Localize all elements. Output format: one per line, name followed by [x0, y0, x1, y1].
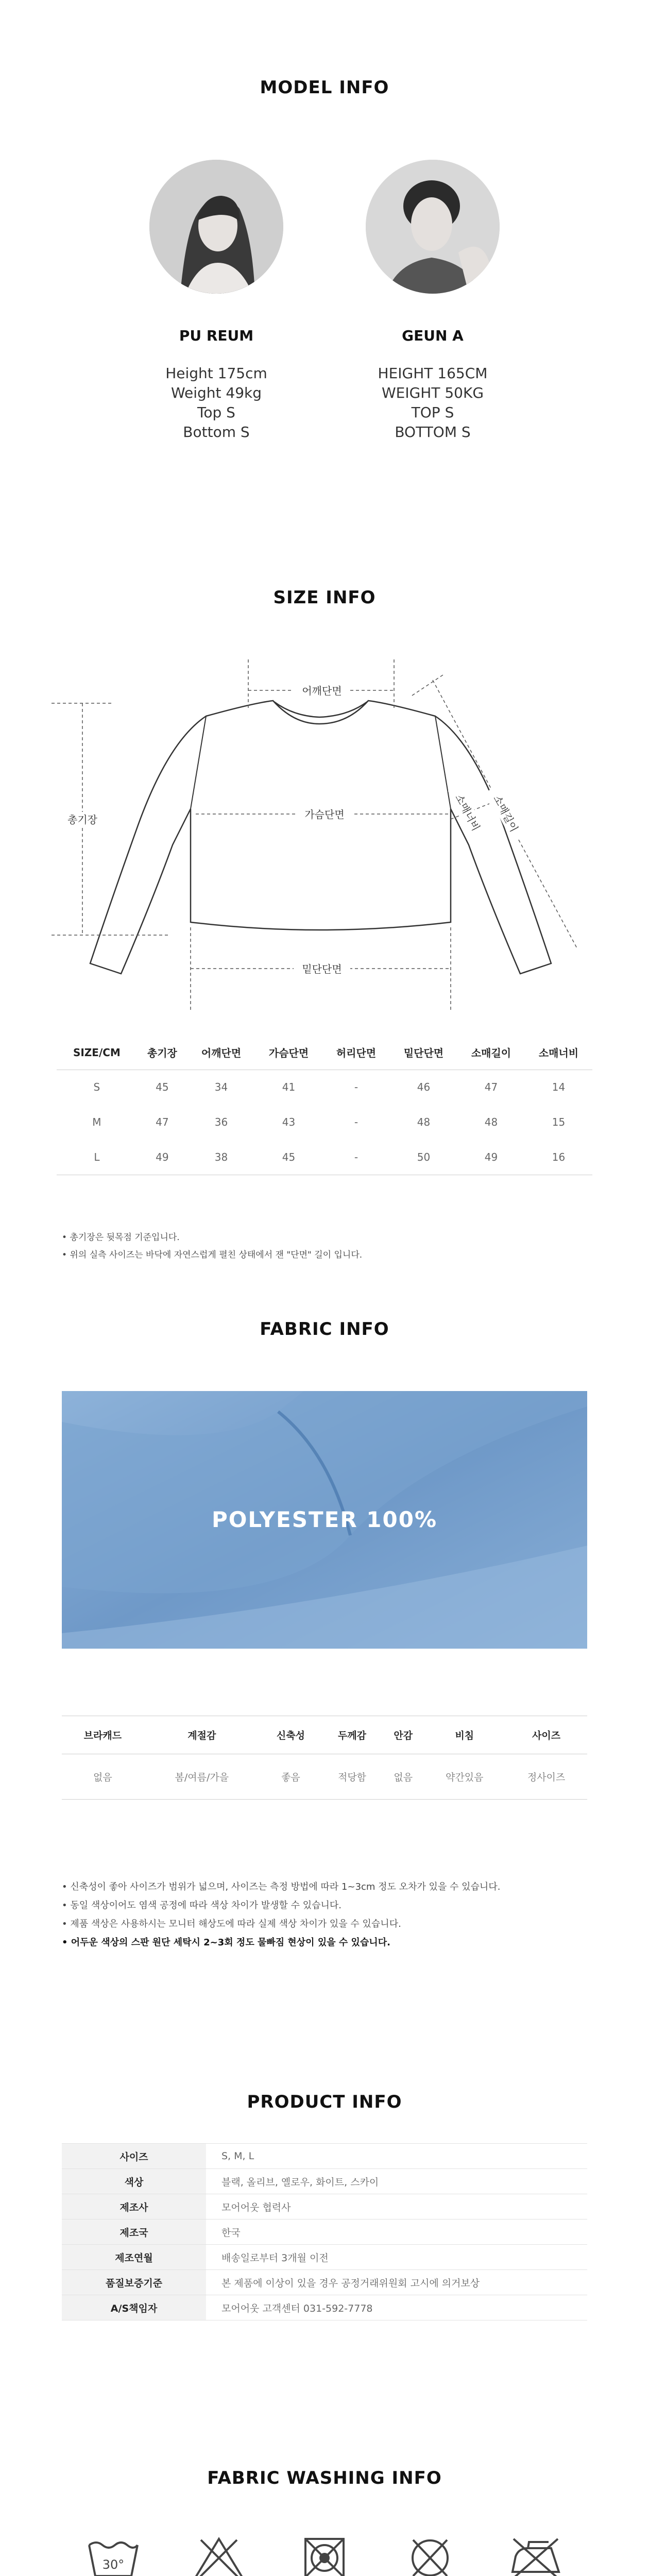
- table-cell: 50: [390, 1140, 457, 1175]
- note-line: • 동일 색상이어도 염색 공정에 따라 색상 차이가 발생할 수 있습니다.: [62, 1900, 342, 1911]
- table-cell: S: [93, 1081, 100, 1094]
- table-row: [62, 2194, 587, 2219]
- diagram-label-shoulder: 어깨단면: [302, 685, 342, 697]
- table-cell: 16: [525, 1140, 592, 1175]
- wash-30-icon: [85, 2535, 142, 2576]
- model-photo-1: [149, 160, 283, 294]
- note-line: • 신축성이 좋아 사이즈가 범위가 넓으며, 사이즈는 측정 방법에 따라 1~3cm 정도 오차가 있을 수 있습니다.: [62, 1882, 501, 1892]
- table-header: 브라캐드: [62, 1716, 144, 1754]
- table-cell: -: [354, 1081, 358, 1094]
- diagram-label-chest: 가슴단면: [304, 808, 345, 821]
- no-tumble-dry-icon: [296, 2535, 353, 2576]
- diagram-label-sleeve-width: 소매너비: [453, 792, 483, 833]
- model-stat: Top S: [197, 404, 235, 421]
- model-stat: Height 175cm: [165, 365, 267, 382]
- garment-size-diagram: [52, 659, 597, 1010]
- model-stats-1: [108, 364, 324, 442]
- table-header: 두께감: [321, 1716, 383, 1754]
- fabric-composition-text: POLYESTER 100%: [211, 1507, 438, 1532]
- wash-item: [379, 2535, 482, 2576]
- no-bleach-icon: [191, 2535, 247, 2576]
- table-cell: -: [322, 1140, 390, 1175]
- table-row: [62, 2219, 587, 2245]
- row-value: S, M, L: [206, 2144, 587, 2169]
- product-info-title: PRODUCT INFO: [247, 2092, 402, 2112]
- row-value: 본 제품에 이상이 있을 경우 공정거래위원회 고시에 의거보상: [206, 2270, 587, 2295]
- note-line: • 어두운 색상의 스판 원단 세탁시 2~3회 정도 물빠짐 현상이 있을 수 있습니다.: [62, 1937, 390, 1948]
- table-cell: 48: [484, 1116, 498, 1128]
- model-stat: HEIGHT 165CM: [378, 365, 488, 382]
- table-row: [62, 2295, 587, 2320]
- size-notes: [62, 1229, 597, 1264]
- table-cell: 41: [282, 1081, 296, 1094]
- table-cell: 34: [214, 1081, 228, 1094]
- row-value: 모어어웃 고객센터 031-592-7778: [206, 2295, 587, 2320]
- row-label: 제조연월: [62, 2245, 206, 2270]
- table-cell: 43: [282, 1116, 296, 1128]
- table-header: 가슴단면: [255, 1036, 322, 1070]
- size-table-header-row: [57, 1036, 592, 1070]
- table-header: 비침: [423, 1716, 505, 1754]
- wash-item: [62, 2535, 165, 2576]
- table-row: [62, 2270, 587, 2295]
- row-value: 블랙, 올리브, 옐로우, 화이트, 스카이: [206, 2169, 587, 2194]
- table-row: [62, 2144, 587, 2169]
- fabric-table-header-row: [62, 1716, 587, 1754]
- diagram-label-hem: 밑단단면: [302, 963, 342, 975]
- table-header: 사이즈: [505, 1716, 587, 1754]
- model-stat: BOTTOM S: [395, 423, 471, 440]
- table-row: [62, 2169, 587, 2194]
- table-header: 허리단면: [322, 1036, 390, 1070]
- table-cell: M: [92, 1116, 101, 1128]
- table-row: [57, 1070, 592, 1105]
- table-cell: 적당함: [321, 1754, 383, 1800]
- size-table: [57, 1036, 592, 1175]
- table-cell: 좋음: [260, 1754, 321, 1800]
- table-cell: 48: [417, 1116, 431, 1128]
- no-iron-icon: [507, 2535, 564, 2576]
- fabric-notes: [62, 1878, 597, 1952]
- fabric-info-title: FABRIC INFO: [260, 1319, 389, 1340]
- table-row: [62, 2245, 587, 2270]
- fabric-table: [62, 1716, 587, 1800]
- table-header: 소매너비: [525, 1036, 592, 1070]
- wash-item: [167, 2535, 270, 2576]
- table-cell: 약간있음: [423, 1754, 505, 1800]
- model-stat: TOP S: [411, 404, 454, 421]
- fabric-image: [62, 1391, 587, 1649]
- table-header: 총기장: [137, 1036, 187, 1070]
- table-cell: 47: [484, 1081, 498, 1094]
- table-row: [57, 1105, 592, 1140]
- model-card-2: [324, 160, 541, 442]
- table-header: 어깨단면: [187, 1036, 255, 1070]
- diagram-label-sleeve: 소매길이: [491, 793, 521, 834]
- table-cell: 49: [137, 1140, 187, 1175]
- table-cell: 15: [552, 1116, 566, 1128]
- model-card-1: [108, 160, 324, 442]
- table-cell: 49: [457, 1140, 525, 1175]
- table-cell: 정사이즈: [505, 1754, 587, 1800]
- table-cell: 14: [552, 1081, 566, 1094]
- product-info-section: [0, 2092, 649, 2314]
- model-stat: WEIGHT 50KG: [381, 384, 484, 401]
- model-info-title: MODEL INFO: [260, 77, 389, 98]
- row-label: 품질보증기준: [62, 2270, 206, 2295]
- note-line: • 총기장은 뒷목점 기준입니다.: [62, 1232, 180, 1243]
- product-info-table: [62, 2143, 587, 2320]
- diagram-label-length: 총기장: [67, 814, 97, 826]
- model-stats-2: [324, 364, 541, 442]
- table-cell: 45: [255, 1140, 322, 1175]
- table-cell: 봄/여름/가을: [144, 1754, 260, 1800]
- table-cell: 45: [156, 1081, 169, 1094]
- row-label: 사이즈: [62, 2144, 206, 2169]
- no-dryclean-icon: [402, 2535, 458, 2576]
- washing-info-title: FABRIC WASHING INFO: [207, 2468, 442, 2488]
- model-name-2: GEUN A: [402, 327, 464, 344]
- table-row: [62, 1754, 587, 1800]
- table-cell: 38: [187, 1140, 255, 1175]
- table-header: 신축성: [260, 1716, 321, 1754]
- fabric-info-section: [0, 1319, 649, 1948]
- table-header: 밑단단면: [390, 1036, 457, 1070]
- table-cell: 46: [417, 1081, 431, 1094]
- wash-temperature-number: 30°: [102, 2557, 125, 2572]
- row-value: 모어어웃 협력사: [206, 2194, 587, 2219]
- row-label: 제조국: [62, 2219, 206, 2245]
- size-info-section: [0, 587, 649, 1260]
- model-info-section: [0, 77, 649, 440]
- table-header: SIZE/CM: [57, 1036, 137, 1070]
- table-cell: 없음: [62, 1754, 144, 1800]
- washing-info-section: [0, 2468, 649, 2572]
- table-header: 소매길이: [457, 1036, 525, 1070]
- row-label: A/S책임자: [62, 2295, 206, 2320]
- table-cell: L: [57, 1140, 137, 1175]
- table-row: [57, 1140, 592, 1175]
- row-label: 색상: [62, 2169, 206, 2194]
- table-cell: 없음: [383, 1754, 423, 1800]
- row-label: 제조사: [62, 2194, 206, 2219]
- table-header: 계절감: [144, 1716, 260, 1754]
- table-cell: -: [354, 1116, 358, 1128]
- wash-item: [273, 2535, 376, 2576]
- note-line: • 위의 실측 사이즈는 바닥에 자연스럽게 펼친 상태에서 잰 "단면" 길이 입니다.: [62, 1250, 363, 1260]
- model-stat: Bottom S: [183, 423, 250, 440]
- wash-item: [484, 2535, 587, 2576]
- row-value: 배송일로부터 3개월 이전: [206, 2245, 587, 2270]
- row-value: 한국: [206, 2219, 587, 2245]
- table-cell: 47: [156, 1116, 169, 1128]
- table-cell: 36: [214, 1116, 228, 1128]
- note-line: • 제품 색상은 사용하시는 모니터 해상도에 따라 실제 색상 차이가 있을 수 있습니다.: [62, 1919, 401, 1929]
- model-name-1: PU REUM: [179, 327, 254, 344]
- model-photo-2: [366, 160, 500, 294]
- model-stat: Weight 49kg: [170, 384, 262, 401]
- table-header: 안감: [383, 1716, 423, 1754]
- size-info-title: SIZE INFO: [273, 587, 376, 608]
- washing-icon-list: [62, 2535, 587, 2576]
